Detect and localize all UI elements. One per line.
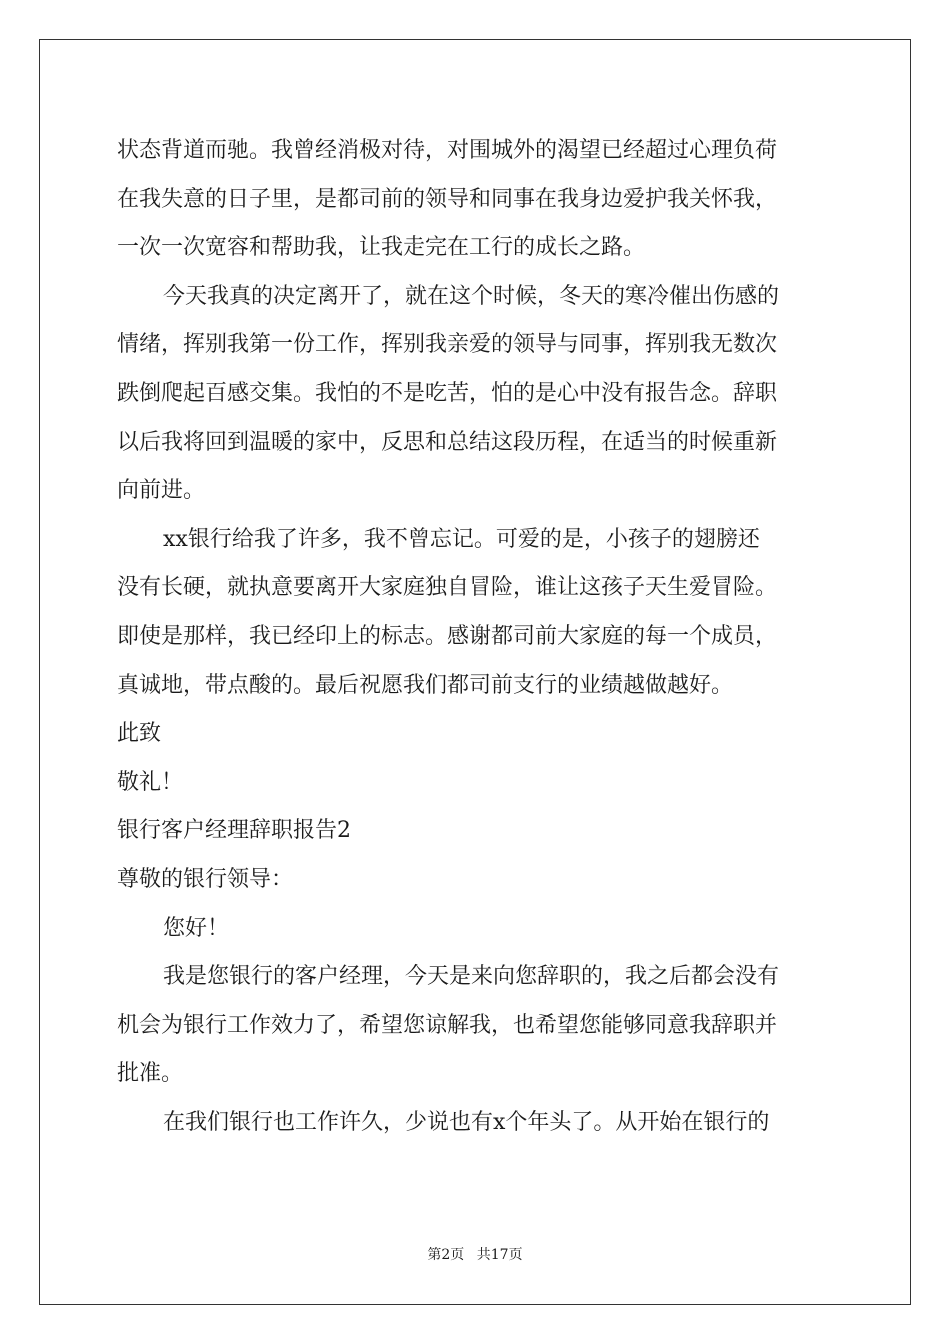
- text-line: 我是您银行的客户经理，今天是来向您辞职的，我之后都会没有: [163, 964, 780, 990]
- text-line: 在我们银行也工作许久，少说也有x个年头了。从开始在银行的: [163, 1109, 770, 1135]
- text-line: 您好！: [163, 915, 230, 941]
- page-number: 第2页: [427, 1247, 465, 1263]
- text-line: 尊敬的银行领导：: [117, 866, 294, 892]
- text-line: 今天我真的决定离开了，就在这个时候，冬天的寒冷催出伤感的: [163, 283, 780, 309]
- page-total: 共17页: [476, 1247, 523, 1263]
- text-line: 银行客户经理辞职报告2: [117, 818, 351, 844]
- text-line: 以后我将回到温暖的家中，反思和总结这段历程，在适当的时候重新: [117, 429, 778, 455]
- text-line: 向前进。: [117, 478, 206, 504]
- text-line: 即使是那样，我已经印上的标志。感谢都司前大家庭的每一个成员，: [117, 623, 778, 649]
- text-line: 跌倒爬起百感交集。我怕的不是吃苦，怕的是心中没有报告念。辞职: [117, 380, 778, 406]
- text-line: 此致: [117, 721, 162, 747]
- text-line: 敬礼！: [117, 769, 184, 795]
- text-line: 一次一次宽容和帮助我，让我走完在工行的成长之路。: [117, 235, 646, 261]
- text-line: 在我失意的日子里，是都司前的领导和同事在我身边爱护我关怀我，: [117, 186, 778, 212]
- text-line: 没有长硬，就执意要离开大家庭独自冒险，谁让这孩子天生爱冒险。: [117, 575, 778, 601]
- text-line: 批准。: [117, 1061, 184, 1087]
- page-footer: [0, 1244, 950, 1264]
- text-line: 状态背道而驰。我曾经消极对待，对围城外的渴望已经超过心理负荷: [117, 138, 778, 163]
- text-line: xx银行给我了许多，我不曾忘记。可爱的是，小孩子的翅膀还: [163, 526, 760, 552]
- text-line: 情绪，挥别我第一份工作，挥别我亲爱的领导与同事，挥别我无数次: [117, 332, 778, 358]
- text-line: 真诚地，带点酸的。最后祝愿我们都司前支行的业绩越做越好。: [117, 672, 734, 698]
- document-body: [117, 127, 837, 1147]
- text-line: 机会为银行工作效力了，希望您谅解我，也希望您能够同意我辞职并: [117, 1012, 778, 1038]
